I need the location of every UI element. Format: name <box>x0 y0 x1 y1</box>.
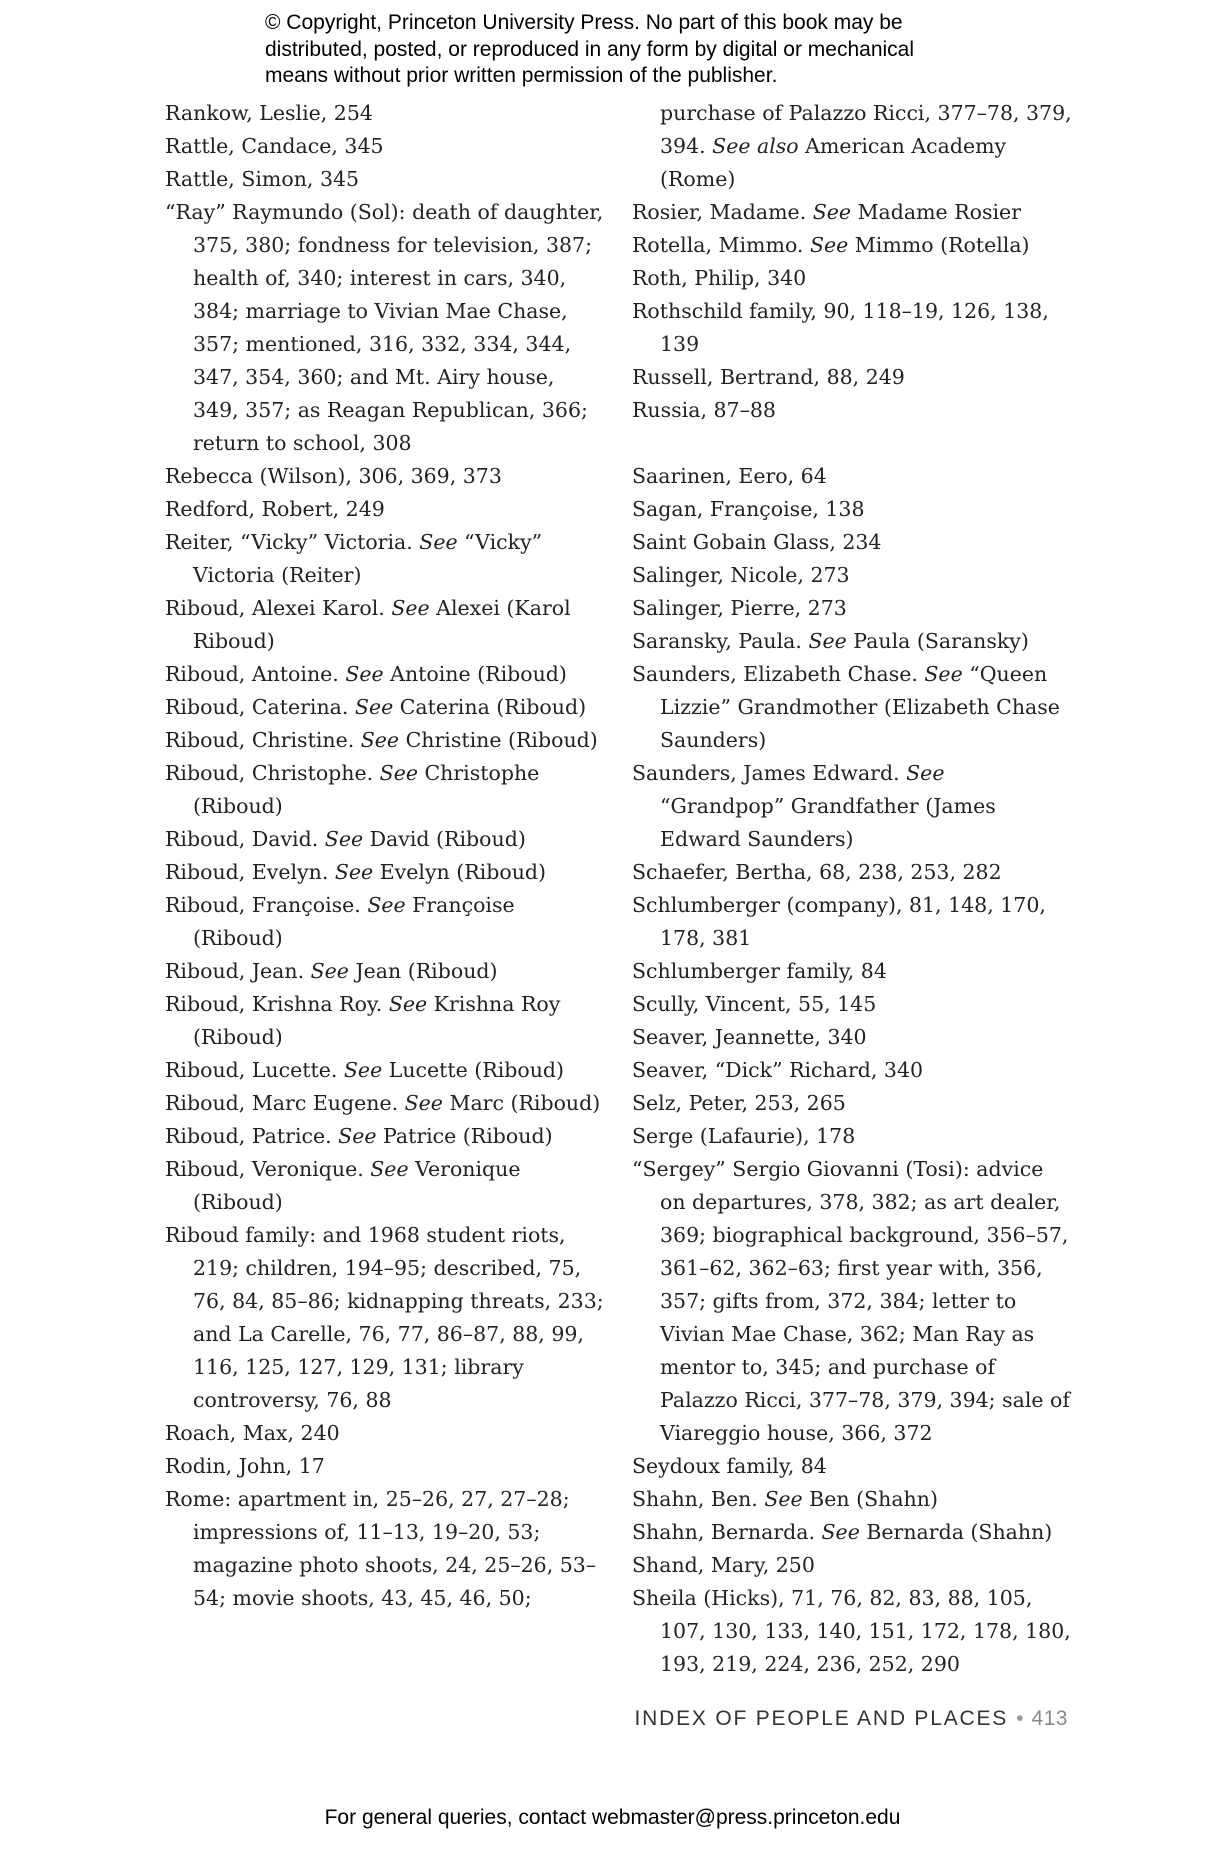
entry-text: Selz, Peter, 253, 265 <box>632 1091 846 1115</box>
see-reference-label: See <box>808 629 847 653</box>
index-entry <box>165 724 605 757</box>
entry-text: Roth, Philip, 340 <box>632 266 807 290</box>
index-entry <box>165 757 605 823</box>
see-reference-target: Caterina (Riboud) <box>393 695 587 719</box>
index-entry <box>632 1516 1072 1549</box>
entry-text: Riboud, Jean. <box>165 959 311 983</box>
entry-text: purchase of Palazzo Ricci, 377–78, 379, 394. <box>660 101 1072 158</box>
see-reference-target: Krishna Roy (Riboud) <box>193 992 561 1049</box>
entry-text: Reiter, “Vicky” Victoria. <box>165 530 420 554</box>
index-entry <box>632 262 1072 295</box>
entry-text: Scully, Vincent, 55, 145 <box>632 992 877 1016</box>
index-entry <box>632 988 1072 1021</box>
copyright-line: distributed, posted, or reproduced in any form by digital or mechanical <box>265 37 915 61</box>
see-reference-target: Christine (Riboud) <box>399 728 598 752</box>
entry-text: Riboud, Lucette. <box>165 1058 344 1082</box>
entry-text: “Sergey” Sergio Giovanni (Tosi): advice on departures, 378, 382; as art dealer, 369; biographical background, 356–57, 361–62, 362–63; first year with, 356, 357; gifts from, 372, 384; letter to Vivian Mae Chase, 362; Man Ray as mentor to, 345; and purchase of Palazzo Ricci, 377–78, 379, 394; sale of Viareggio house, 366, 372 <box>632 1157 1070 1445</box>
see-reference-label: See <box>324 827 364 851</box>
entry-text: Sagan, Françoise, 138 <box>632 497 865 521</box>
index-entry <box>632 889 1072 955</box>
entry-text: “Ray” Raymundo (Sol): death of daughter, 375, 380; fondness for television, 387; health of, 340; interest in cars, 340, 384; marriage to Vivian Mae Chase, 357; mentioned, 316, 332, 334, 344, 347, 354, 360; and Mt. Airy house, 349, 357; as Reagan Republican, 366; return to school, 308 <box>165 200 604 455</box>
entry-text: Rattle, Candace, 345 <box>165 134 384 158</box>
see-reference-label: See <box>367 893 406 917</box>
see-reference-label: See <box>310 959 349 983</box>
index-entry <box>632 1087 1072 1120</box>
index-entry <box>632 295 1072 361</box>
see-reference-target: Christophe (Riboud) <box>193 761 540 818</box>
see-reference-target: Jean (Riboud) <box>348 959 498 983</box>
see-reference-label: See <box>360 728 400 752</box>
index-entry <box>632 955 1072 988</box>
index-entry <box>165 955 605 988</box>
index-entry <box>165 889 605 955</box>
entry-text: Riboud, David. <box>165 827 325 851</box>
index-entry <box>632 625 1072 658</box>
entry-text: Rome: apartment in, 25–26, 27, 27–28; impressions of, 11–13, 19–20, 53; magazine photo shoots, 24, 25–26, 53–54; movie shoots, 43, 45, 46, 50; <box>165 1487 597 1610</box>
index-entry <box>632 1450 1072 1483</box>
index-entry <box>632 592 1072 625</box>
entry-text: Schaefer, Bertha, 68, 238, 253, 282 <box>632 860 1002 884</box>
see-reference-label: See <box>379 761 418 785</box>
index-entry <box>165 1450 605 1483</box>
entry-text: Schlumberger family, 84 <box>632 959 887 983</box>
entry-text: Riboud, Caterina. <box>165 695 355 719</box>
page-number: 413 <box>1031 1707 1068 1730</box>
index-entry <box>632 1021 1072 1054</box>
entry-text: Riboud, Patrice. <box>165 1124 339 1148</box>
see-reference-label: See <box>370 1157 409 1181</box>
see-reference-label: See also <box>712 134 799 158</box>
index-entry <box>632 559 1072 592</box>
see-reference-label: See <box>354 695 394 719</box>
entry-text: Sheila (Hicks), 71, 76, 82, 83, 88, 105, 107, 130, 133, 140, 151, 172, 178, 180, 193, 219, 224, 236, 252, 290 <box>632 1586 1071 1676</box>
running-footer <box>618 1707 1068 1731</box>
entry-text: Salinger, Pierre, 273 <box>632 596 847 620</box>
see-reference-label: See <box>391 596 430 620</box>
index-entry <box>632 196 1072 229</box>
entry-text: Riboud, Christophe. <box>165 761 380 785</box>
index-entry <box>165 1483 605 1615</box>
index-entry <box>165 493 605 526</box>
entry-text: Rodin, John, 17 <box>165 1454 325 1478</box>
entry-text: Russell, Bertrand, 88, 249 <box>632 365 905 389</box>
entry-text: Rebecca (Wilson), 306, 369, 373 <box>165 464 502 488</box>
index-entry <box>165 97 605 130</box>
see-reference-label: See <box>338 1124 377 1148</box>
see-reference-target: Bernarda (Shahn) <box>859 1520 1053 1544</box>
index-entry <box>632 1153 1072 1450</box>
see-reference-label: See <box>419 530 458 554</box>
index-entry <box>165 460 605 493</box>
index-column-right <box>632 97 1072 1681</box>
copyright-notice <box>265 10 1025 90</box>
index-entry <box>632 526 1072 559</box>
index-entry <box>165 1087 605 1120</box>
entry-text: Rotella, Mimmo. <box>632 233 810 257</box>
running-footer-title: INDEX OF PEOPLE AND PLACES <box>634 1707 1009 1730</box>
entry-text: Rothschild family, 90, 118–19, 126, 138, 139 <box>632 299 1049 356</box>
entry-text: Saarinen, Eero, 64 <box>632 464 827 488</box>
index-column-left <box>165 97 605 1615</box>
see-reference-target: Patrice (Riboud) <box>376 1124 553 1148</box>
see-reference-label: See <box>345 662 384 686</box>
index-entry <box>165 856 605 889</box>
index-entry <box>165 658 605 691</box>
index-entry <box>165 823 605 856</box>
see-reference-target: Françoise (Riboud) <box>193 893 515 950</box>
entry-text: Riboud, Evelyn. <box>165 860 335 884</box>
entry-text: Saunders, James Edward. <box>632 761 907 785</box>
entry-text: Redford, Robert, 249 <box>165 497 385 521</box>
see-reference-target: Paula (Saransky) <box>846 629 1029 653</box>
index-entry <box>165 163 605 196</box>
entry-text: Salinger, Nicole, 273 <box>632 563 850 587</box>
entry-text: Riboud, Christine. <box>165 728 361 752</box>
index-entry <box>632 460 1072 493</box>
entry-text: Rosier, Madame. <box>632 200 813 224</box>
entry-text: Riboud, Antoine. <box>165 662 346 686</box>
entry-text: Roach, Max, 240 <box>165 1421 340 1445</box>
entry-text: Riboud family: and 1968 student riots, 219; children, 194–95; described, 75, 76, 84, 85–86; kidnapping threats, 233; and La Carelle, 76, 77, 86–87, 88, 99, 116, 125, 127, 129, 131; library controversy, 76, 88 <box>165 1223 604 1412</box>
index-entry <box>632 856 1072 889</box>
entry-text: Riboud, Veronique. <box>165 1157 371 1181</box>
see-reference-label: See <box>809 233 849 257</box>
index-entry <box>165 130 605 163</box>
see-reference-label: See <box>404 1091 443 1115</box>
entry-text: Riboud, Marc Eugene. <box>165 1091 405 1115</box>
see-reference-label: See <box>764 1487 803 1511</box>
see-reference-target: “Vicky” Victoria (Reiter) <box>193 530 543 587</box>
index-entry <box>165 1153 605 1219</box>
index-entry <box>632 229 1072 262</box>
entry-text: Saransky, Paula. <box>632 629 809 653</box>
index-entry <box>165 592 605 658</box>
index-entry <box>632 493 1072 526</box>
entry-text: Schlumberger (company), 81, 148, 170, 178, 381 <box>632 893 1046 950</box>
index-entry <box>632 361 1072 394</box>
see-reference-target: American Academy (Rome) <box>660 134 1007 191</box>
entry-text: Riboud, Françoise. <box>165 893 368 917</box>
entry-text: Shand, Mary, 250 <box>632 1553 815 1577</box>
see-reference-target: “Queen Lizzie” Grandmother (Elizabeth Chase Saunders) <box>660 662 1060 752</box>
index-entry <box>165 1417 605 1450</box>
entry-text: Shahn, Bernarda. <box>632 1520 822 1544</box>
index-entry <box>165 196 605 460</box>
entry-text: Russia, 87–88 <box>632 398 776 422</box>
see-reference-target: Ben (Shahn) <box>802 1487 938 1511</box>
index-entry <box>632 757 1072 856</box>
index-entry <box>632 1054 1072 1087</box>
see-reference-label: See <box>924 662 963 686</box>
index-entry <box>632 1549 1072 1582</box>
entry-text: Riboud, Krishna Roy. <box>165 992 389 1016</box>
see-reference-target: Madame Rosier <box>851 200 1021 224</box>
entry-text: Rankow, Leslie, 254 <box>165 101 373 125</box>
entry-text: Serge (Lafaurie), 178 <box>632 1124 856 1148</box>
entry-text: Seaver, Jeannette, 340 <box>632 1025 867 1049</box>
index-entry <box>165 988 605 1054</box>
see-reference-target: Antoine (Riboud) <box>383 662 567 686</box>
entry-text: Saint Gobain Glass, 234 <box>632 530 882 554</box>
index-entry <box>165 1120 605 1153</box>
see-reference-label: See <box>343 1058 383 1082</box>
index-entry <box>632 97 1072 196</box>
entry-text: Seydoux family, 84 <box>632 1454 827 1478</box>
see-reference-target: Marc (Riboud) <box>442 1091 601 1115</box>
see-reference-label: See <box>821 1520 860 1544</box>
see-reference-target: “Grandpop” Grandfather (James Edward Saunders) <box>660 794 996 851</box>
index-entry <box>165 1219 605 1417</box>
index-entry <box>632 394 1072 427</box>
index-entry <box>632 1120 1072 1153</box>
index-entry <box>165 526 605 592</box>
index-entry <box>165 691 605 724</box>
see-reference-target: Alexei (Karol Riboud) <box>193 596 571 653</box>
index-entry <box>632 658 1072 757</box>
entry-text: Shahn, Ben. <box>632 1487 765 1511</box>
see-reference-label: See <box>334 860 374 884</box>
see-reference-target: Mimmo (Rotella) <box>848 233 1030 257</box>
entry-text: Seaver, “Dick” Richard, 340 <box>632 1058 924 1082</box>
see-reference-target: David (Riboud) <box>363 827 526 851</box>
see-reference-target: Veronique (Riboud) <box>193 1157 521 1214</box>
see-reference-label: See <box>812 200 852 224</box>
footer-separator: • <box>1016 1707 1024 1730</box>
see-reference-target: Lucette (Riboud) <box>382 1058 565 1082</box>
entry-text: Saunders, Elizabeth Chase. <box>632 662 925 686</box>
entry-text: Riboud, Alexei Karol. <box>165 596 392 620</box>
copyright-line: © Copyright, Princeton University Press. No part of this book may be <box>265 11 903 34</box>
general-queries-contact: For general queries, contact webmaster@press.princeton.edu <box>324 1806 901 1829</box>
see-reference-label: See <box>388 992 428 1016</box>
copyright-line: means without prior written permission of the publisher. <box>265 64 778 87</box>
see-reference-label: See <box>906 761 945 785</box>
see-reference-target: Evelyn (Riboud) <box>373 860 547 884</box>
entry-text: Rattle, Simon, 345 <box>165 167 360 191</box>
index-entry <box>632 1582 1072 1681</box>
index-entry <box>165 1054 605 1087</box>
index-entry <box>632 1483 1072 1516</box>
